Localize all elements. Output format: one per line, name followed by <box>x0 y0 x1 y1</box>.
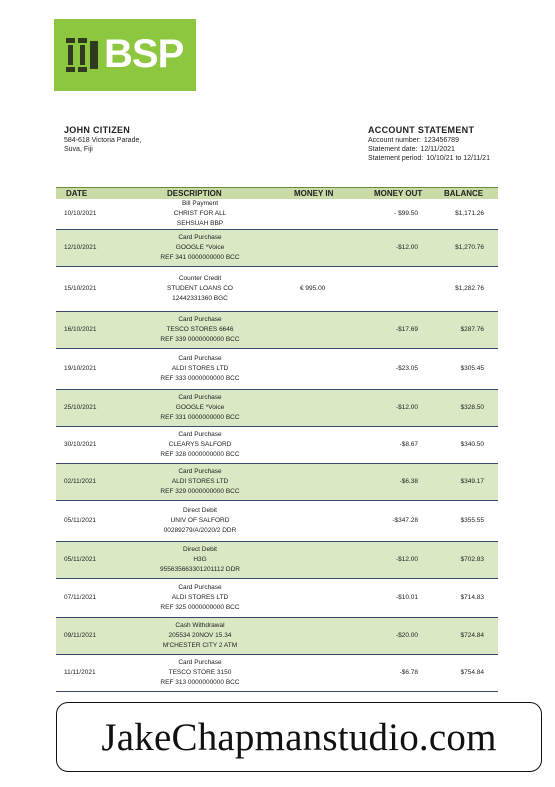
table-row <box>56 579 498 618</box>
row-description-line: 955635663301201112 DDR <box>160 566 240 573</box>
row-date: 25/10/2021 <box>64 404 97 411</box>
table-row <box>56 618 498 655</box>
row-description <box>146 506 254 536</box>
row-description <box>146 393 254 423</box>
row-description-line: ALDI STORES LTD <box>171 594 229 601</box>
row-balance: $1,282.76 <box>455 285 484 292</box>
row-balance: $349.17 <box>460 478 484 485</box>
table-row <box>56 199 498 230</box>
table-row <box>56 349 498 390</box>
row-description-line: ALDI STORES LTD <box>171 365 229 372</box>
holder-address-line2: Suva, Fiji <box>64 146 93 153</box>
header-description: DESCRIPTION <box>167 189 222 198</box>
transactions-table <box>56 187 498 692</box>
row-date: 30/10/2021 <box>64 441 97 448</box>
row-balance: $714.83 <box>460 594 484 601</box>
row-description <box>146 467 254 497</box>
row-description-line: Card Purchase <box>178 431 222 438</box>
row-description-line: H3G <box>193 556 207 563</box>
row-date: 02/11/2021 <box>64 478 97 485</box>
bsp-emblem-icon <box>66 38 100 72</box>
row-balance: $328.50 <box>460 404 484 411</box>
statement-period-label: Statement period: <box>368 155 424 162</box>
row-description <box>146 274 254 304</box>
header-date: DATE <box>66 189 88 198</box>
row-description-line: Direct Debit <box>183 546 217 553</box>
row-description-line: REF 331 0000000000 BCC <box>160 414 240 421</box>
row-description-line: GOOGLE *Voice <box>175 244 225 251</box>
table-body <box>56 199 498 692</box>
row-money-out: -$23.05 <box>395 365 418 372</box>
row-money-out: -$12.00 <box>395 244 418 251</box>
row-money-out: -$6.78 <box>399 669 418 676</box>
table-row <box>56 427 498 464</box>
row-description <box>146 233 254 263</box>
row-money-out: -$20.00 <box>395 632 418 639</box>
row-description-line: SEHSUAH BBP <box>176 220 224 227</box>
row-description <box>146 430 254 460</box>
row-description-line: M'CHESTER CITY 2 ATM <box>162 642 238 649</box>
row-description <box>146 658 254 688</box>
row-money-out: - $99.50 <box>394 210 418 217</box>
table-row <box>56 501 498 542</box>
row-description-line: Card Purchase <box>178 316 222 323</box>
header-money-out: MONEY OUT <box>374 189 423 198</box>
row-description <box>146 583 254 613</box>
row-description-line: TESCO STORES 6646 <box>166 326 234 333</box>
account-number-label: Account number: <box>368 137 421 144</box>
row-description-line: TESCO STORE 3150 <box>168 669 232 676</box>
row-balance: $1,270.76 <box>455 244 484 251</box>
row-description <box>146 545 254 575</box>
row-description-line: ALDI STORES LTD <box>171 478 229 485</box>
watermark-banner <box>56 702 542 772</box>
row-description-line: STUDENT LOANS CO <box>167 285 233 292</box>
row-date: 16/10/2021 <box>64 326 97 333</box>
table-row <box>56 230 498 267</box>
table-row <box>56 542 498 579</box>
statement-period: 10/10/21 to 12/11/21 <box>426 155 490 162</box>
account-holder <box>64 126 141 154</box>
statement-date-label: Statement date: <box>368 146 418 153</box>
row-description-line: Card Purchase <box>178 394 222 401</box>
row-money-out: -$10.01 <box>395 594 418 601</box>
account-number: 123456789 <box>423 137 459 144</box>
row-description-line: GOOGLE *Voice <box>175 404 225 411</box>
row-description-line: UNIV OF SALFORD <box>170 517 230 524</box>
row-description-line: 205534 20NOV 15.34 <box>168 632 232 639</box>
row-description <box>146 315 254 345</box>
row-date: 11/11/2021 <box>64 669 96 676</box>
row-balance: $305.45 <box>460 365 484 372</box>
row-date: 09/11/2021 <box>64 632 97 639</box>
row-description-line: CLEARYS SALFORD <box>168 441 232 448</box>
row-description-line: CHRIST FOR ALL <box>173 210 227 217</box>
row-description-line: Counter Credit <box>178 275 222 282</box>
holder-address-line1: 584-618 Victoria Parade, <box>64 137 142 144</box>
row-description-line: REF 313 0000000000 BCC <box>160 679 240 686</box>
row-balance: $724.84 <box>460 632 484 639</box>
header-balance: BALANCE <box>444 189 484 198</box>
table-row <box>56 312 498 349</box>
statement-date: 12/11/2021 <box>420 146 455 153</box>
row-money-out: -$6.38 <box>399 478 418 485</box>
table-row <box>56 655 498 692</box>
row-description-line: Card Purchase <box>178 468 222 475</box>
row-money-in: € 995.00 <box>300 285 326 292</box>
row-description-line: Card Purchase <box>178 355 222 362</box>
row-date: 07/11/2021 <box>64 594 97 601</box>
header-money-in: MONEY IN <box>294 189 334 198</box>
row-balance: $287.76 <box>460 326 484 333</box>
row-description-line: 12442331360 BGC <box>172 295 228 302</box>
row-description <box>146 354 254 384</box>
row-description-line: REF 325 0000000000 BCC <box>160 604 240 611</box>
row-money-out: -$17.69 <box>395 326 418 333</box>
row-balance: $754.84 <box>460 669 484 676</box>
row-description-line: REF 339 0000000000 BCC <box>160 336 240 343</box>
row-description-line: Direct Debit <box>183 507 217 514</box>
row-description-line: REF 341 0000000000 BCC <box>160 254 240 261</box>
row-money-out: -$347.28 <box>392 517 418 524</box>
row-description-line: Card Purchase <box>178 234 222 241</box>
row-money-out: -$12.00 <box>395 556 418 563</box>
row-date: 10/10/2021 <box>64 210 97 217</box>
row-balance: $1,171.26 <box>455 210 484 217</box>
row-description-line: Card Purchase <box>178 584 222 591</box>
row-description-line: Cash Withdrawal <box>175 622 225 629</box>
watermark-text: JakeChapmanstudio.com <box>101 715 497 759</box>
row-description-line: 00289279/A/2020/2 DDR <box>163 527 237 534</box>
row-description-line: REF 328 0000000000 BCC <box>160 451 240 458</box>
holder-name: JOHN CITIZEN <box>64 125 131 135</box>
table-row <box>56 390 498 427</box>
logo-text: BSP <box>104 32 184 76</box>
row-description-line: REF 333 0000000000 BCC <box>160 375 240 382</box>
table-row <box>56 267 498 312</box>
row-description <box>146 621 254 651</box>
row-balance: $340.50 <box>460 441 484 448</box>
row-balance: $702.83 <box>460 556 484 563</box>
row-date: 05/11/2021 <box>64 556 97 563</box>
table-row <box>56 464 498 501</box>
row-description-line: Card Purchase <box>178 659 222 666</box>
row-money-out: -$12.00 <box>395 404 418 411</box>
row-money-out: -$8.67 <box>399 441 418 448</box>
statement-title: ACCOUNT STATEMENT <box>368 125 475 135</box>
row-description-line: Bill Payment <box>181 200 219 207</box>
bank-logo <box>54 19 196 91</box>
statement-info <box>368 126 490 163</box>
row-description-line: REF 329 0000000000 BCC <box>160 488 240 495</box>
row-date: 19/10/2021 <box>64 365 97 372</box>
row-description <box>146 199 254 229</box>
row-date: 05/11/2021 <box>64 517 97 524</box>
row-date: 12/10/2021 <box>64 244 97 251</box>
row-balance: $355.55 <box>460 517 484 524</box>
table-header <box>56 187 498 199</box>
row-date: 15/10/2021 <box>64 285 97 292</box>
